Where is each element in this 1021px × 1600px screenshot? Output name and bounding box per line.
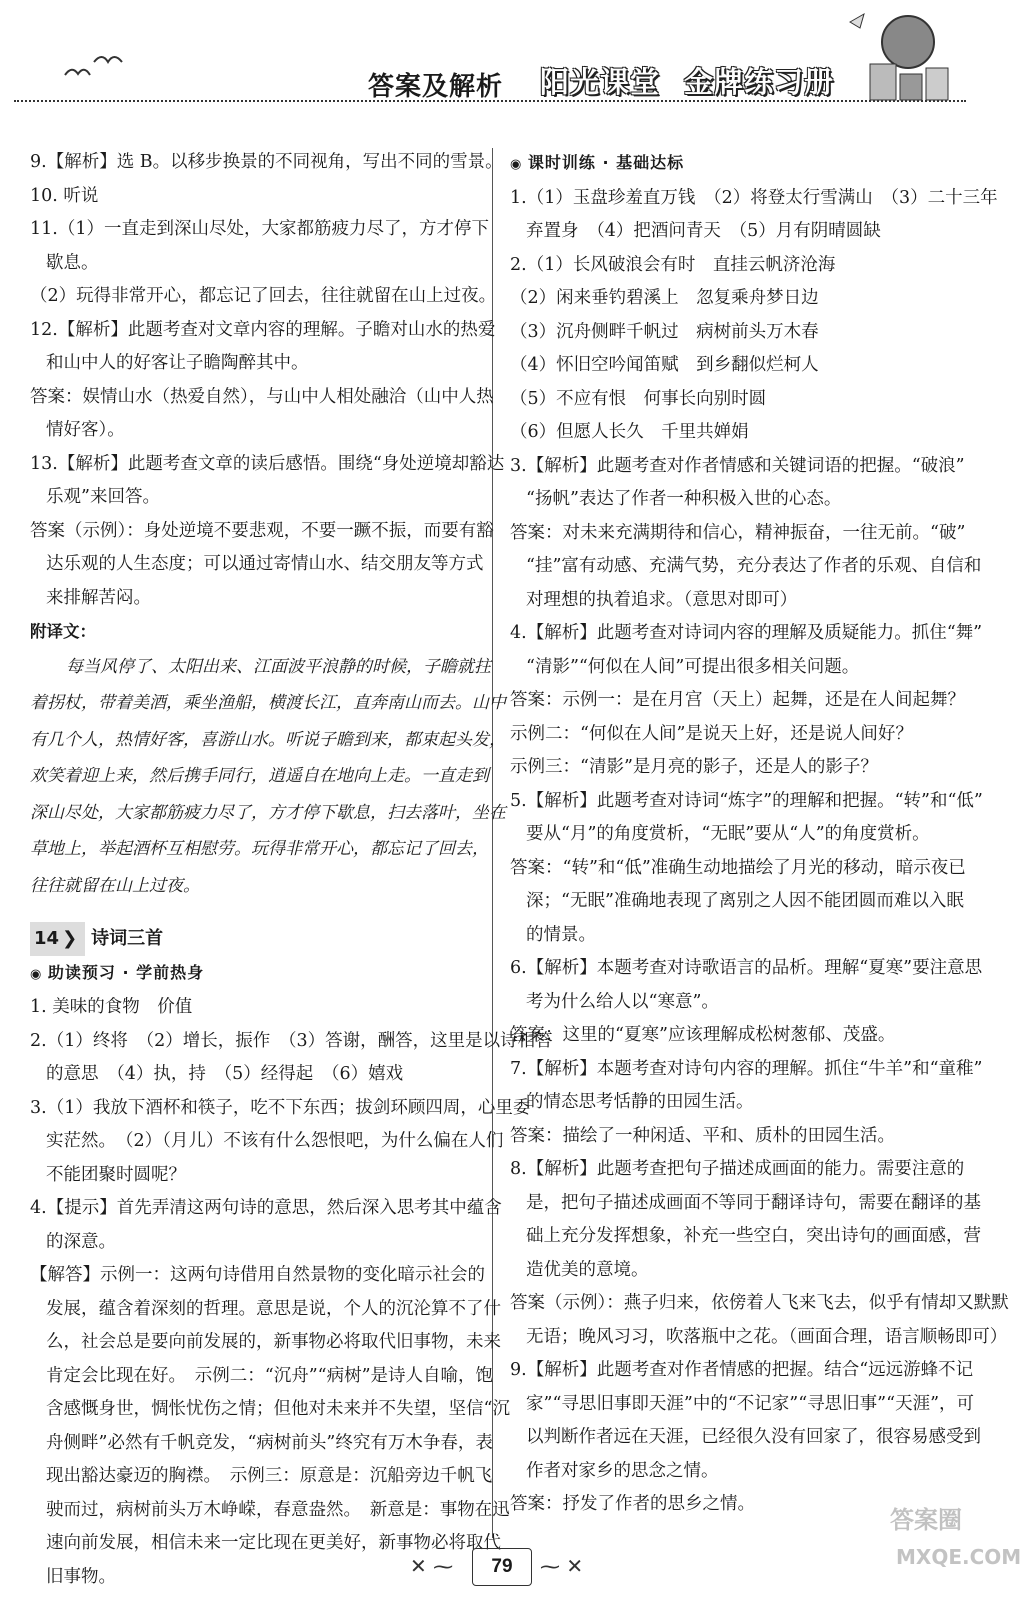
header-title: 答案及解析 [368, 72, 504, 102]
text-line: 的情态思考恬静的田园生活。 [526, 1092, 754, 1112]
text-line: 答案：这里的“夏寒”应该理解成松树葱郁、茂盛。 [510, 1025, 896, 1045]
text-line: 舟侧畔”必然有千帆竞发，“病树前头”终究有万木争春，表 [46, 1432, 493, 1453]
translation-line: 欢笑着迎上来，然后携手同行，逍遥自在地向上走。一直走到 [30, 766, 489, 786]
text-line: 作者对家乡的思念之情。 [526, 1460, 719, 1481]
footer-ornament-right-icon: ⁓ ✕ [540, 1554, 584, 1578]
text-line: 深；“无眠”准确地表现了离别之人因不能团圆而难以入眠 [526, 891, 964, 911]
text-line: 无语；晚风习习，吹落瓶中之花。（画面合理，语言顺畅即可） [526, 1326, 1008, 1347]
text-line: 5.【解析】此题考查对诗词“炼字”的理解和把握。“转”和“低” [510, 790, 983, 811]
text-line: 的意思 （4）执，持 （5）经得起 （6）嬉戏 [46, 1064, 404, 1084]
right-answers [510, 182, 1009, 1522]
section-heading-preview: ◉ 助读预习 · 学前热身 [30, 956, 478, 992]
translation-line: 每当风停了、太阳出来、江面波平浪静的时候，子瞻就拄 [66, 656, 491, 677]
text-line: 13.【解析】此题考查文章的读后感悟。围绕“身处逆境却豁达 [30, 453, 505, 474]
text-line: 家”“寻思旧事即天涯”中的“不记家”“寻思旧事”“天涯”，可 [526, 1393, 975, 1414]
text-line: 和山中人的好客让子瞻陶醉其中。 [46, 353, 309, 373]
text-line: 来排解苦闷。 [46, 587, 151, 608]
brand-right: 金牌练习册 [684, 65, 835, 99]
text-line: （4）怀旧空吟闻笛赋 到乡翻似烂柯人 [510, 355, 819, 375]
text-line: 对理想的执着追求。（意思对即可） [526, 589, 798, 610]
text-line: 情好客）。 [46, 420, 125, 440]
text-line: 么，社会总是要向前发展的，新事物必将取代旧事物，未来 [46, 1332, 501, 1352]
text-line: 实茫然。 （2）（月儿）不该有什么怨恨吧，为什么偏在人们 [46, 1131, 504, 1151]
text-line: 答案：对未来充满期待和信心，精神振奋，一往无前。“破” [510, 522, 966, 543]
text-line: 答案：“转”和“低”准确生动地描绘了月光的移动，暗示夜已 [510, 857, 966, 878]
text-line: 4.【提示】首先弄清这两句诗的意思，然后深入思考其中蕴含 [30, 1198, 502, 1218]
left-answers-top [30, 146, 505, 615]
text-line: 弃置身 （4）把酒问青天 （5）月有阴晴圆缺 [526, 221, 881, 241]
text-line: 是，把句子描述成画面不等同于翻译诗句，需要在翻译的基 [526, 1192, 981, 1213]
text-line: “清影”“何似在人间”可提出很多相关问题。 [526, 656, 860, 677]
page-number: 79 [472, 1548, 532, 1586]
translation-line: 着拐杖，带着美酒，乘坐渔船，横渡长江，直奔南山而去。山中 [30, 693, 506, 713]
text-line: 2.（1）终将 （2）增长，振作 （3）答谢，酬答，这里是以诗相答 [30, 1030, 553, 1051]
text-line: “挂”富有动感、充满气势，充分表达了作者的乐观、自信和 [526, 556, 982, 576]
text-line: 旧事物。 [46, 1566, 116, 1587]
text-line: 造优美的意境。 [526, 1259, 649, 1280]
text-line: 8.【解析】此题考查把句子描述成画面的能力。需要注意的 [510, 1159, 965, 1179]
text-line: 答案：描绘了一种闲适、平和、质朴的田园生活。 [510, 1125, 895, 1146]
header-rule [14, 100, 966, 102]
text-line: 答案（示例）：身处逆境不要悲观，不要一蹶不振，而要有豁 [30, 520, 494, 541]
section-heading-practice: ◉ 课时训练 · 基础达标 [510, 146, 966, 182]
watermark-logo: 答案圈 [890, 1506, 962, 1534]
text-line: 9.【解析】选 B。以移步换景的不同视角，写出不同的雪景。 [30, 152, 503, 172]
text-line: 础上充分发挥想象，补充一些空白，突出诗句的画面感，营 [526, 1226, 981, 1246]
text-line: 6.【解析】本题考查对诗歌语言的品析。理解“夏寒”要注意思 [510, 958, 983, 978]
page-footer [0, 1540, 996, 1600]
translation-line: 往往就留在山上过夜。 [30, 875, 200, 896]
text-line: （6）但愿人长久 千里共婵娟 [510, 422, 749, 442]
text-line: 9.【解析】此题考查对作者情感的把握。结合“远远游蜂不记 [510, 1360, 974, 1380]
text-line: 示例三：“清影”是月亮的影子，还是人的影子？ [510, 757, 878, 777]
text-line: 【解答】示例一：这两句诗借用自然景物的变化暗示社会的 [30, 1265, 485, 1285]
text-line: 答案（示例）：燕子归来，依傍着人飞来飞去，似乎有情却又默默 [510, 1293, 1009, 1313]
translation-line: 深山尽处，大家都筋疲力尽了，方才停下歇息，扫去落叶，坐在 [30, 802, 506, 823]
text-line: 肯定会比现在好。 示例二：“沉舟”“病树”是诗人自喻，饱 [46, 1365, 494, 1386]
text-line: 考为什么给人以“寒意”。 [526, 991, 719, 1012]
header-decoration-globe-icon [850, 4, 960, 104]
translation-line: 草地上，举起酒杯互相慰劳。玩得非常开心，都忘记了回去， [30, 839, 489, 859]
text-line: （2）闲来垂钓碧溪上 忽复乘舟梦日边 [510, 288, 819, 308]
header-decoration-birds-icon [60, 50, 130, 90]
text-line: 答案：示例一：是在月宫（天上）起舞，还是在人间起舞？ [510, 690, 965, 710]
text-line: “扬帆”表达了作者一种积极入世的心态。 [526, 489, 842, 509]
text-line: 答案：抒发了作者的思乡之情。 [510, 1494, 755, 1514]
text-line: 歇息。 [46, 252, 99, 273]
brand-title [540, 60, 858, 101]
text-line: 达乐观的人生态度；可以通过寄情山水、结交朋友等方式 [46, 554, 484, 574]
text-line: （3）沉舟侧畔千帆过 病树前头万木春 [510, 321, 819, 342]
text-line: 1.（1）玉盘珍羞直万钱 （2）将登太行雪满山 （3）二十三年 [510, 187, 998, 208]
text-line: 答案：娱情山水（热爱自然），与山中人相处融洽（山中人热 [30, 386, 494, 407]
text-line: 驶而过，病树前头万木峥嵘，春意盎然。 新意是：事物在迅 [46, 1499, 510, 1520]
text-line: 7.【解析】本题考查对诗句内容的理解。抓住“牛羊”和“童稚” [510, 1058, 983, 1079]
text-line: 发展，蕴含着深刻的哲理。意思是说，个人的沉沦算不了什 [46, 1298, 501, 1319]
text-line: 10. 听说 [30, 185, 99, 206]
text-line: 3.【解析】此题考查对作者情感和关键词语的把握。“破浪” [510, 455, 965, 476]
translation-text [30, 649, 506, 905]
text-line: 以判断作者远在天涯，已经很久没有回家了，很容易感受到 [526, 1427, 981, 1447]
footer-ornament-left-icon: ✕ ⁓ [410, 1554, 454, 1578]
text-line: （5）不应有恨 何事长向别时圆 [510, 388, 767, 409]
text-line: 速向前发展，相信未来一定比现在更美好，新事物必将取代 [46, 1533, 501, 1553]
text-line: 含感慨身世，惆怅忧伤之情；但他对未来并不失望，坚信“沉 [46, 1399, 510, 1419]
chapter-title: 诗词三首 [91, 928, 164, 949]
translation-line: 有几个人，热情好客，喜游山水。听说子瞻到来，都束起头发， [30, 729, 506, 750]
brand-left: 阳光课堂 [540, 65, 661, 99]
appendix-label: 附译文： [30, 622, 96, 641]
text-line: 11.（1）一直走到深山尽处，大家都筋疲力尽了，方才停下 [30, 219, 489, 239]
text-line: 1. 美味的食物 价值 [30, 997, 193, 1017]
chapter-number: 14 ❯ [30, 922, 85, 956]
text-line: 不能团聚时圆呢？ [46, 1164, 186, 1185]
text-line: 的深意。 [46, 1231, 116, 1252]
text-line: 3.（1）我放下酒杯和筷子，吃不下东西；拔剑环顾四周，心里委 [30, 1097, 531, 1118]
text-line: 2.（1）长风破浪会有时 直挂云帆济沧海 [510, 254, 836, 275]
text-line: 乐观”来回答。 [46, 487, 160, 507]
text-line: 4.【解析】此题考查对诗词内容的理解及质疑能力。抓住“舞” [510, 623, 983, 643]
text-line: 要从“月”的角度赏析，“无眠”要从“人”的角度赏析。 [526, 824, 930, 844]
text-line: 的情景。 [526, 924, 596, 945]
text-line: （2）玩得非常开心，都忘记了回去，往往就留在山上过夜。 [30, 286, 497, 306]
right-column [510, 146, 1009, 1522]
text-line: 现出豁达豪迈的胸襟。 示例三：原意是：沉船旁边千帆飞 [46, 1466, 493, 1486]
watermark-url: MXQE.COM [896, 1545, 1021, 1569]
text-line: 示例二：“何似在人间”是说天上好，还是说人间好？ [510, 723, 913, 744]
text-line: 12.【解析】此题考查对文章内容的理解。子瞻对山水的热爱 [30, 319, 496, 340]
chapter-heading [30, 922, 478, 956]
page-header [0, 0, 996, 118]
